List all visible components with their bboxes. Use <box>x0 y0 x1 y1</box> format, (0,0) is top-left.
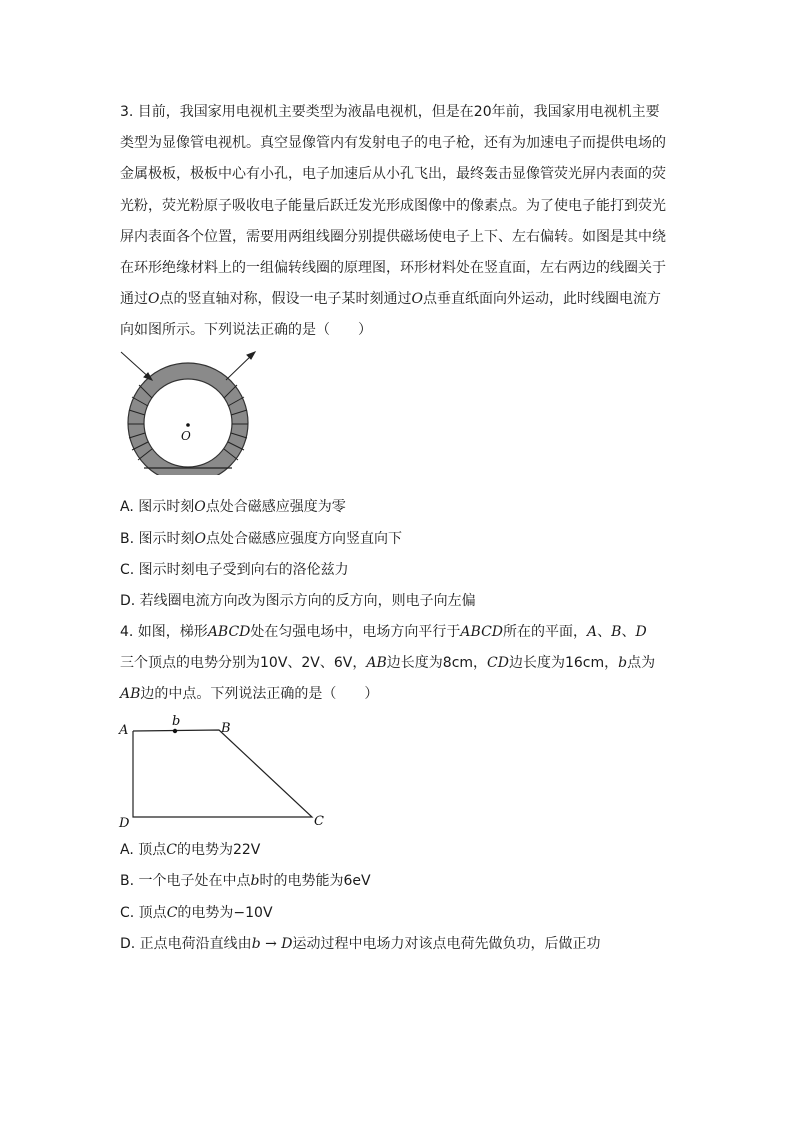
point-o-label: O <box>194 531 206 547</box>
q4-line-2-part: 边长度为16cm， <box>508 655 619 671</box>
q4-option-a-prefix: A. 顶点 <box>120 842 167 858</box>
q4-option-d-prefix: D. 正点电荷沿直线由 <box>120 936 252 952</box>
vertex-d-label: D <box>119 816 130 831</box>
math-var: ABCD <box>207 624 251 640</box>
vertex-b-label: B <box>221 721 231 736</box>
q3-line-7-part-b: 点的竖直轴对称，假设一电子某时刻通过 <box>159 291 412 307</box>
point-o-label: O <box>411 291 423 307</box>
q3-line-3: 金属极板，极板中心有小孔，电子加速后从小孔飞出，最终轰击显像管荧光屏内表面的荧 <box>120 166 666 182</box>
q3-option-d[interactable]: D. 若线圈电流方向改为图示方向的反方向，则电子向左偏 <box>120 593 476 609</box>
q3-line-4: 光粉，荧光粉原子吸收电子能量后跃迁发光形成图像中的像素点。为了使电子能打到荧光 <box>120 198 666 214</box>
q3-line-5: 屏内表面各个位置，需要用两组线圈分别提供磁场使电子上下、左右偏转。如图是其中绕 <box>120 229 666 245</box>
point-o-label: O <box>181 429 191 443</box>
q4-option-d[interactable] <box>120 934 601 954</box>
q4-option-b-suffix: 时的电势能为6eV <box>259 873 371 889</box>
q4-option-d-suffix: 运动过程中电场力对该点电荷先做负功，后做正功 <box>292 936 601 952</box>
q4-line-2-part: 边长度为8cm， <box>386 655 488 671</box>
q4-line-2-part: 三个顶点的电势分别为10V、2V、6V， <box>120 655 367 671</box>
math-var: D <box>635 624 647 640</box>
q3-line-7-part-c: 点垂直纸面向外运动，此时线圈电流方 <box>422 291 661 307</box>
math-var: b <box>250 873 260 889</box>
q3-line-8: 向如图所示。下列说法正确的是（ ） <box>120 322 372 338</box>
math-var: D <box>281 936 293 952</box>
point-b-midpoint-dot <box>173 729 177 733</box>
math-var: CD <box>487 655 509 671</box>
deflection-coil-figure <box>118 350 258 475</box>
q4-line-1-part: 4. 如图，梯形 <box>120 624 208 640</box>
q3-option-c[interactable]: C. 图示时刻电子受到向右的洛伦兹力 <box>120 562 349 578</box>
q4-line-1-part: 、 <box>621 624 636 640</box>
q4-line-3 <box>120 684 378 704</box>
vertex-a-label: A <box>119 723 129 738</box>
q4-option-c-prefix: C. 顶点 <box>120 905 167 921</box>
math-var: AB <box>366 655 387 671</box>
q4-option-b[interactable] <box>120 871 371 891</box>
q3-line-2: 类型为显像管电视机。真空显像管内有发射电子的电子枪，还有为加速电子而提供电场的 <box>120 135 666 151</box>
q3-option-b-suffix: 点处合磁感应强度方向竖直向下 <box>206 531 402 547</box>
point-o-label: O <box>194 499 206 515</box>
q4-line-2 <box>120 653 655 673</box>
q3-line-7-part-a: 通过 <box>120 291 148 307</box>
q4-line-2-part: 点为 <box>627 655 656 671</box>
q4-line-1-part: 、 <box>597 624 612 640</box>
math-var: C <box>166 905 178 921</box>
q3-line-7 <box>120 289 661 309</box>
math-var: ABCD <box>460 624 504 640</box>
q4-option-a[interactable] <box>120 840 260 860</box>
q4-line-1 <box>120 622 647 642</box>
math-var: b <box>251 936 261 952</box>
vertex-c-label: C <box>314 814 324 829</box>
trapezoid-figure <box>116 713 331 833</box>
math-var: b <box>618 655 628 671</box>
q4-line-1-part: 处在匀强电场中，电场方向平行于 <box>250 624 461 640</box>
q4-option-a-suffix: 的电势为22V <box>176 842 261 858</box>
midpoint-b-label: b <box>172 714 181 729</box>
q3-option-a-prefix: A. 图示时刻 <box>120 499 195 515</box>
q3-line-1: 3. 目前，我国家用电视机主要类型为液晶电视机，但是在20年前，我国家用电视机主要 <box>120 104 660 120</box>
math-var: B <box>611 624 622 640</box>
q3-option-a-suffix: 点处合磁感应强度为零 <box>205 499 346 515</box>
trapezoid-abcd <box>133 730 312 817</box>
math-var: A <box>587 624 598 640</box>
q4-line-3-part: 边的中点。下列说法正确的是（ ） <box>140 686 379 702</box>
q3-option-b[interactable] <box>120 529 402 549</box>
q3-line-6: 在环形绝缘材料上的一组偏转线圈的原理图，环形材料处在竖直面，左右两边的线圈关于 <box>120 260 666 276</box>
point-o-label: O <box>148 291 160 307</box>
q4-option-b-prefix: B. 一个电子处在中点 <box>120 873 251 889</box>
math-var: C <box>166 842 177 858</box>
math-var: AB <box>120 686 141 702</box>
ring-inner <box>144 379 232 467</box>
arrow-right-icon: → <box>260 936 282 952</box>
q4-line-1-part: 所在的平面， <box>503 624 588 640</box>
q3-option-a[interactable] <box>120 497 346 517</box>
q4-option-c[interactable] <box>120 903 273 923</box>
point-o-dot <box>186 423 190 427</box>
q3-option-b-prefix: B. 图示时刻 <box>120 531 195 547</box>
q4-option-c-suffix: 的电势为−10V <box>177 905 273 921</box>
